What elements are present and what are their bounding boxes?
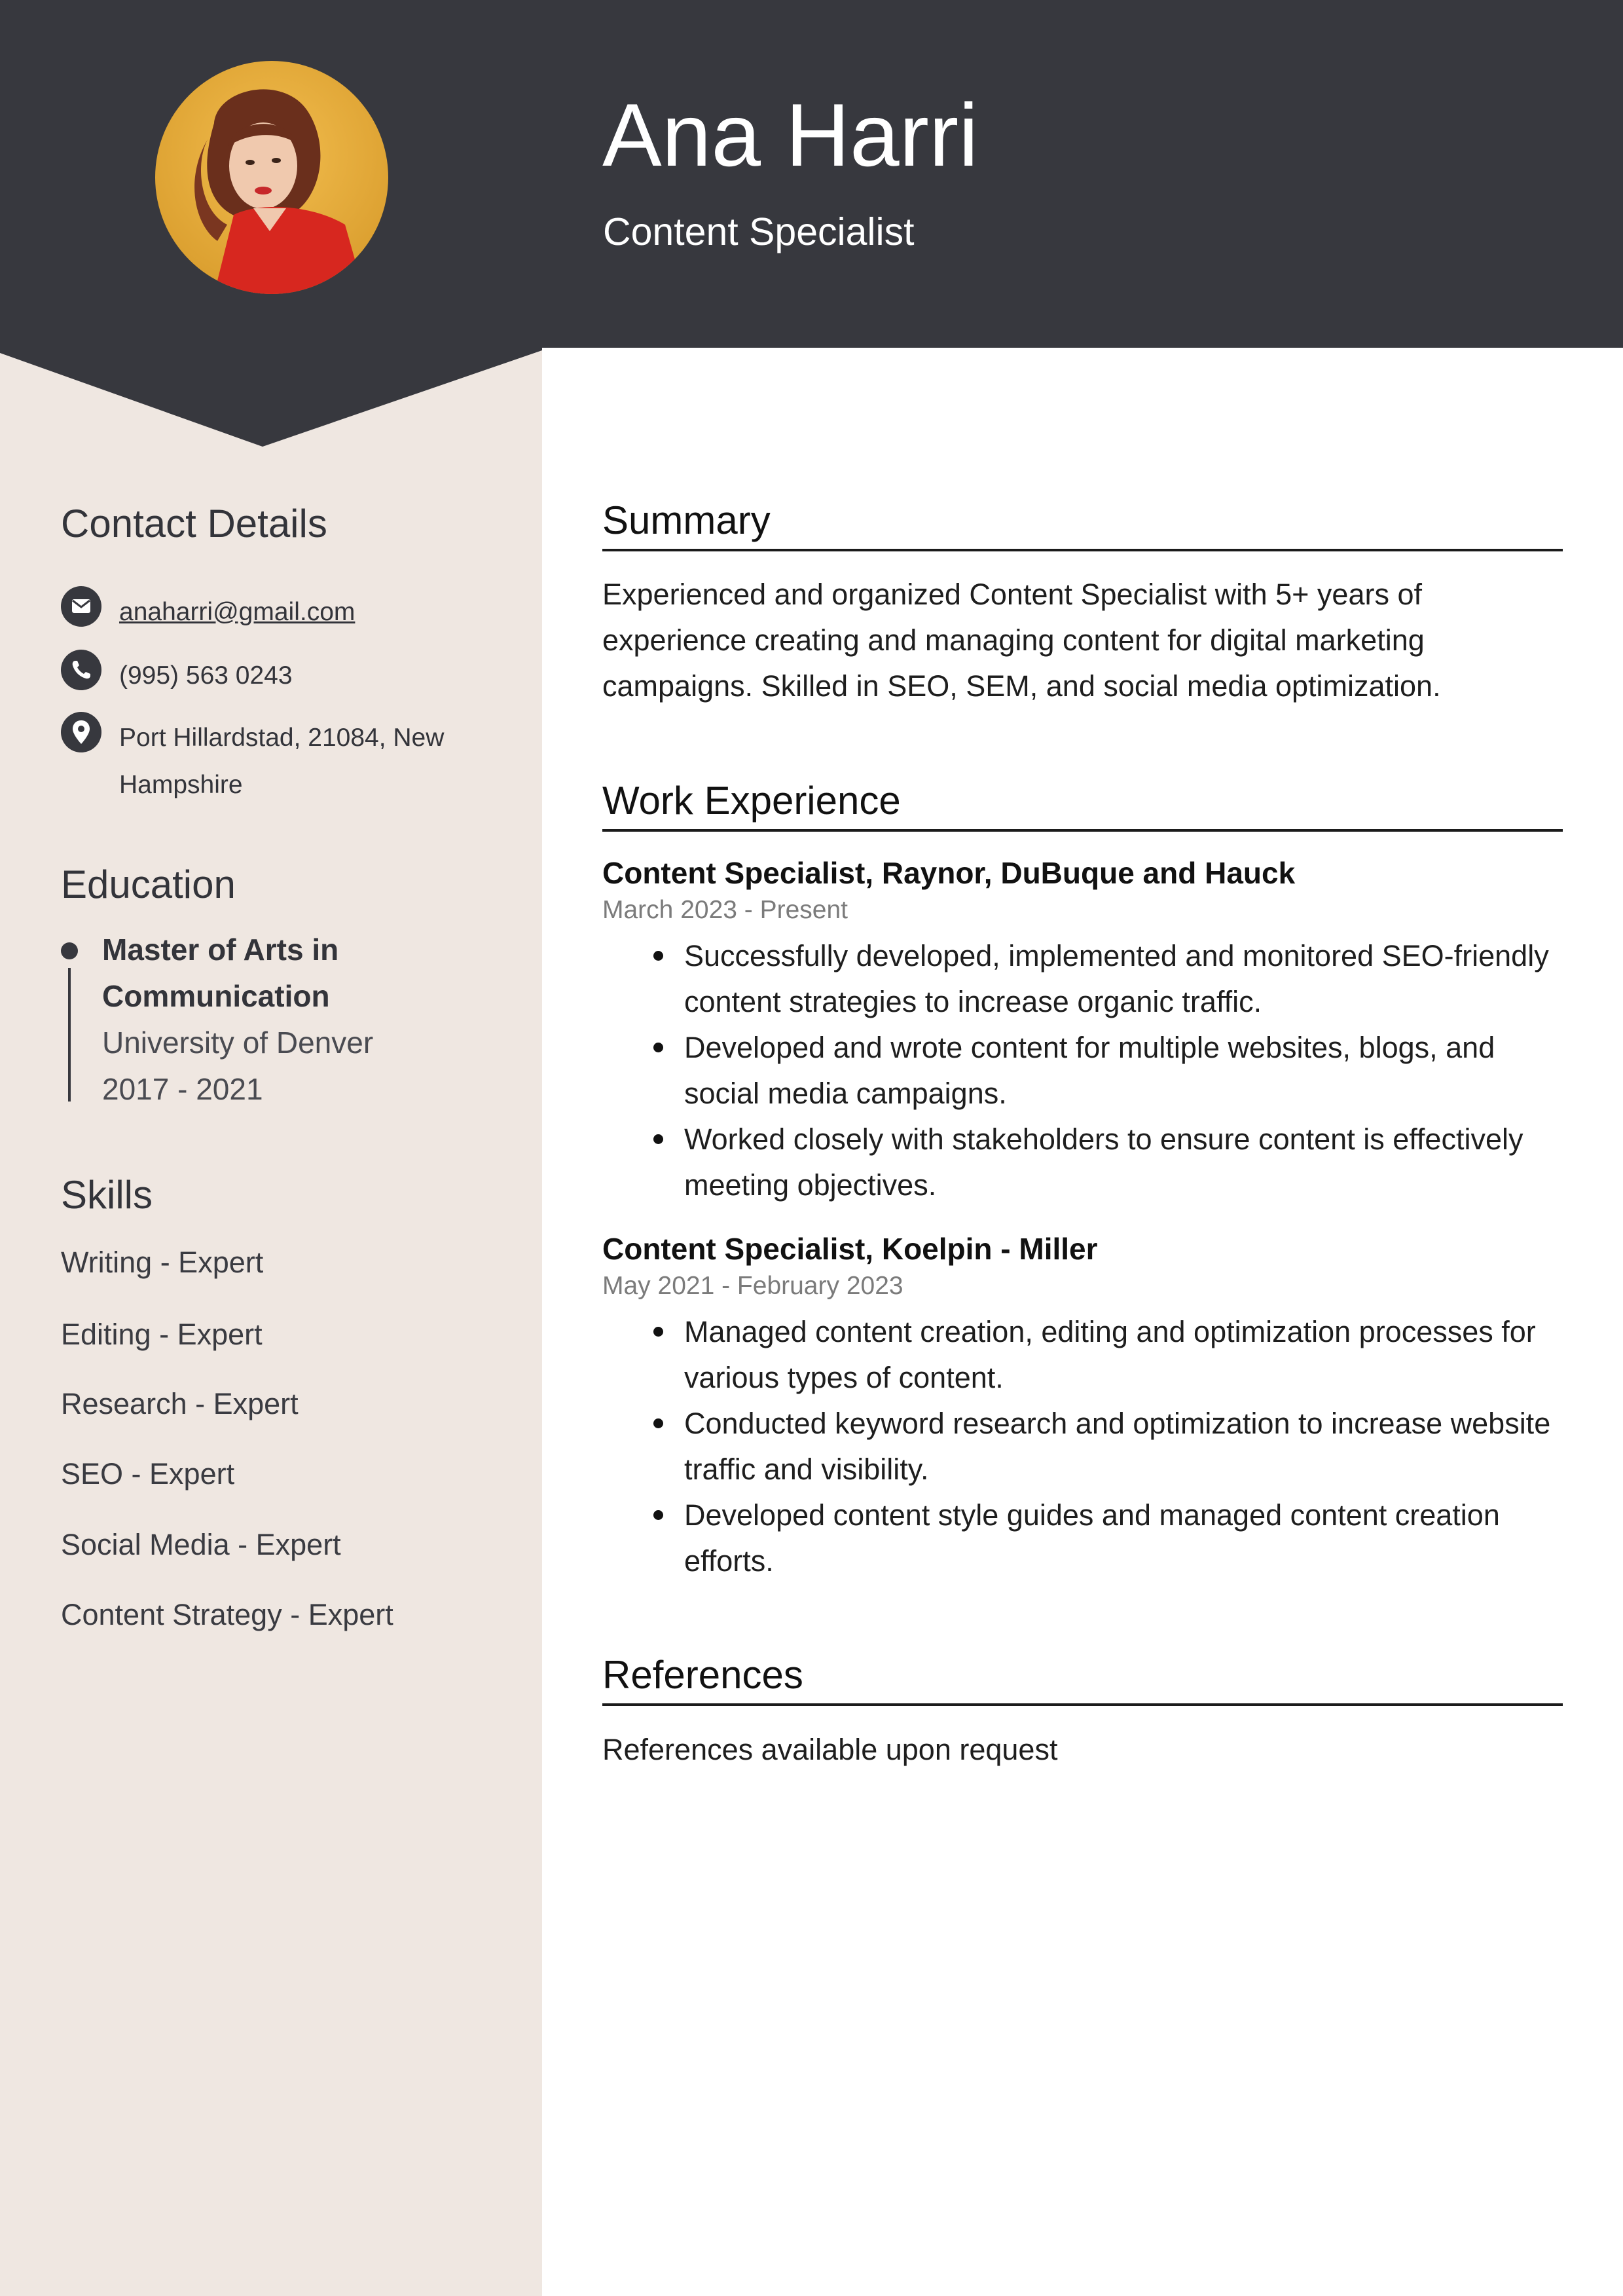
job-bullet-list bbox=[684, 933, 1568, 1208]
list-item: Successfully developed, implemented and monitored SEO-friendly content strategies to increase organic traffic. bbox=[684, 933, 1568, 1025]
phone-icon bbox=[61, 650, 101, 690]
skill-item: SEO - Expert bbox=[61, 1457, 235, 1491]
list-item: Conducted keyword research and optimization to increase website traffic and visibility. bbox=[684, 1401, 1568, 1492]
email-link[interactable]: anaharri@gmail.com bbox=[119, 598, 356, 626]
skill-item: Content Strategy - Expert bbox=[61, 1598, 393, 1631]
education-school: University of Denver bbox=[102, 1026, 374, 1060]
map-pin-icon bbox=[61, 712, 101, 752]
job-bullet-list bbox=[684, 1309, 1568, 1584]
references-text: References available upon request bbox=[602, 1733, 1058, 1766]
references-heading: References bbox=[602, 1653, 803, 1697]
skill-item: Research - Expert bbox=[61, 1387, 299, 1420]
timeline-line bbox=[68, 968, 71, 1102]
education-degree: Master of Arts in Communication bbox=[102, 933, 339, 1013]
profile-photo bbox=[155, 61, 388, 294]
list-item: Developed and wrote content for multiple websites, blogs, and social media campaigns. bbox=[684, 1025, 1568, 1117]
education-years: 2017 - 2021 bbox=[102, 1072, 263, 1106]
avatar bbox=[155, 61, 388, 294]
skills-heading: Skills bbox=[61, 1173, 153, 1217]
summary-text: Experienced and organized Content Specialist with 5+ years of experience creating and managing content for digital marketing campaigns. Skilled in SEO, SEM, and social media optimization. bbox=[602, 578, 1441, 703]
skill-item: Writing - Expert bbox=[61, 1246, 264, 1279]
contact-details-heading: Contact Details bbox=[61, 502, 327, 546]
header-chevron bbox=[0, 346, 542, 448]
list-item: Developed content style guides and managed content creation efforts. bbox=[684, 1492, 1568, 1584]
work-experience-heading: Work Experience bbox=[602, 779, 901, 823]
job-title: Content Specialist, Koelpin - Miller bbox=[602, 1232, 1098, 1266]
skill-item: Social Media - Expert bbox=[61, 1528, 341, 1561]
timeline-dot bbox=[61, 942, 78, 959]
job-dates: March 2023 - Present bbox=[602, 896, 848, 924]
summary-heading: Summary bbox=[602, 498, 771, 542]
job-dates: May 2021 - February 2023 bbox=[602, 1272, 903, 1300]
skill-item: Editing - Expert bbox=[61, 1318, 263, 1351]
candidate-role: Content Specialist bbox=[603, 210, 915, 253]
job-title: Content Specialist, Raynor, DuBuque and Hauck bbox=[602, 856, 1296, 890]
list-item: Worked closely with stakeholders to ensure content is effectively meeting objectives. bbox=[684, 1117, 1568, 1208]
list-item: Managed content creation, editing and optimization processes for various types of content. bbox=[684, 1309, 1568, 1401]
education-heading: Education bbox=[61, 862, 236, 906]
candidate-name: Ana Harri bbox=[602, 85, 979, 185]
envelope-icon bbox=[61, 586, 101, 627]
phone-number: (995) 563 0243 bbox=[119, 661, 293, 690]
address: Port Hillardstad, 21084, New Hampshire bbox=[119, 724, 445, 799]
references-divider bbox=[602, 1703, 1563, 1706]
work-experience-divider bbox=[602, 829, 1563, 832]
summary-divider bbox=[602, 549, 1563, 551]
